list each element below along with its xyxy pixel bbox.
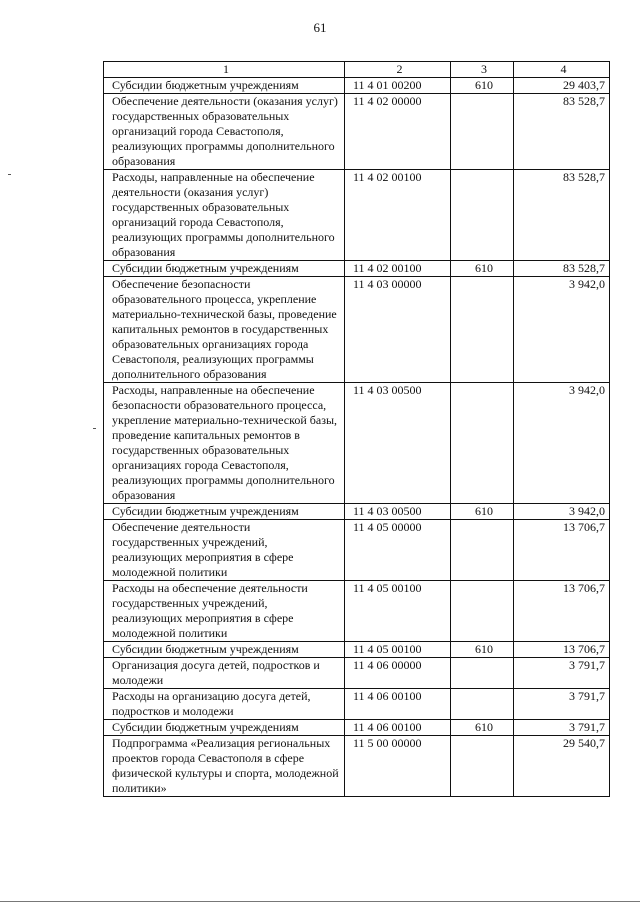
row-code: 11 4 03 00000 bbox=[345, 277, 451, 383]
row-name: Обеспечение деятельности государственных учреждений, реализующих мероприятия в сфере молодежной политики bbox=[104, 520, 345, 581]
column-header: 2 bbox=[345, 62, 451, 78]
table-row bbox=[104, 170, 610, 261]
row-name: Субсидии бюджетным учреждениям bbox=[104, 78, 345, 94]
row-vr: 610 bbox=[451, 261, 514, 277]
scan-artifact bbox=[93, 428, 96, 429]
row-vr bbox=[451, 736, 514, 797]
row-name: Субсидии бюджетным учреждениям bbox=[104, 504, 345, 520]
row-sum: 29 540,7 bbox=[514, 736, 610, 797]
row-sum: 3 791,7 bbox=[514, 689, 610, 720]
table-row bbox=[104, 658, 610, 689]
table-row bbox=[104, 689, 610, 720]
row-sum: 3 791,7 bbox=[514, 658, 610, 689]
row-vr bbox=[451, 170, 514, 261]
row-code: 11 4 03 00500 bbox=[345, 504, 451, 520]
table-row bbox=[104, 277, 610, 383]
row-name: Расходы, направленные на обеспечение деятельности (оказания услуг) государственных образовательных организаций города Севастополя, реализующих программы дополнительного образования bbox=[104, 170, 345, 261]
row-sum: 13 706,7 bbox=[514, 581, 610, 642]
row-code: 11 4 03 00500 bbox=[345, 383, 451, 504]
row-code: 11 4 05 00000 bbox=[345, 520, 451, 581]
row-code: 11 4 05 00100 bbox=[345, 581, 451, 642]
table-row bbox=[104, 78, 610, 94]
row-vr bbox=[451, 94, 514, 170]
table-row bbox=[104, 520, 610, 581]
row-vr: 610 bbox=[451, 642, 514, 658]
row-code: 11 4 02 00100 bbox=[345, 170, 451, 261]
row-vr: 610 bbox=[451, 720, 514, 736]
table-header-row bbox=[104, 62, 610, 78]
row-name: Субсидии бюджетным учреждениям bbox=[104, 642, 345, 658]
table-row bbox=[104, 261, 610, 277]
table-body bbox=[104, 78, 610, 797]
table-row bbox=[104, 720, 610, 736]
row-sum: 3 942,0 bbox=[514, 277, 610, 383]
row-vr bbox=[451, 658, 514, 689]
row-code: 11 4 01 00200 bbox=[345, 78, 451, 94]
column-header: 3 bbox=[451, 62, 514, 78]
row-code: 11 4 06 00100 bbox=[345, 689, 451, 720]
row-name: Субсидии бюджетным учреждениям bbox=[104, 720, 345, 736]
row-sum: 13 706,7 bbox=[514, 642, 610, 658]
row-name: Расходы на обеспечение деятельности государственных учреждений, реализующих мероприятия в сфере молодежной политики bbox=[104, 581, 345, 642]
table-row bbox=[104, 94, 610, 170]
row-sum: 3 942,0 bbox=[514, 504, 610, 520]
row-code: 11 4 06 00000 bbox=[345, 658, 451, 689]
table-row bbox=[104, 736, 610, 797]
row-name: Расходы, направленные на обеспечение безопасности образовательного процесса, укрепление материально-технической базы, проведение капитальных ремонтов в государственных образовательных организациях города Севастополя, реализующих программы дополнительного образования bbox=[104, 383, 345, 504]
row-sum: 13 706,7 bbox=[514, 520, 610, 581]
row-sum: 83 528,7 bbox=[514, 170, 610, 261]
row-name: Обеспечение безопасности образовательного процесса, укрепление материально-технической базы, проведение капитальных ремонтов в государственных образовательных организациях города Севастополя, реализующих программы дополнительного образования bbox=[104, 277, 345, 383]
row-vr: 610 bbox=[451, 78, 514, 94]
row-sum: 83 528,7 bbox=[514, 94, 610, 170]
row-sum: 3 791,7 bbox=[514, 720, 610, 736]
row-vr bbox=[451, 581, 514, 642]
column-header: 1 bbox=[104, 62, 345, 78]
table-row bbox=[104, 504, 610, 520]
row-code: 11 4 02 00100 bbox=[345, 261, 451, 277]
row-name: Обеспечение деятельности (оказания услуг) государственных образовательных организаций города Севастополя, реализующих программы дополнительного образования bbox=[104, 94, 345, 170]
row-vr bbox=[451, 520, 514, 581]
row-sum: 29 403,7 bbox=[514, 78, 610, 94]
row-code: 11 4 02 00000 bbox=[345, 94, 451, 170]
row-code: 11 4 06 00100 bbox=[345, 720, 451, 736]
row-sum: 83 528,7 bbox=[514, 261, 610, 277]
row-vr bbox=[451, 383, 514, 504]
row-name: Расходы на организацию досуга детей, подростков и молодежи bbox=[104, 689, 345, 720]
table-row bbox=[104, 581, 610, 642]
row-sum: 3 942,0 bbox=[514, 383, 610, 504]
row-code: 11 4 05 00100 bbox=[345, 642, 451, 658]
row-vr: 610 bbox=[451, 504, 514, 520]
scan-artifact bbox=[8, 174, 11, 175]
row-name: Подпрограмма «Реализация региональных проектов города Севастополя в сфере физической культуры и спорта, молодежной политики» bbox=[104, 736, 345, 797]
table-row bbox=[104, 642, 610, 658]
row-vr bbox=[451, 689, 514, 720]
budget-table bbox=[103, 61, 610, 797]
page-number: 61 bbox=[313, 20, 327, 35]
row-name: Организация досуга детей, подростков и молодежи bbox=[104, 658, 345, 689]
row-vr bbox=[451, 277, 514, 383]
row-code: 11 5 00 00000 bbox=[345, 736, 451, 797]
row-name: Субсидии бюджетным учреждениям bbox=[104, 261, 345, 277]
table-row bbox=[104, 383, 610, 504]
column-header: 4 bbox=[514, 62, 610, 78]
scan-edge-line bbox=[0, 901, 640, 902]
